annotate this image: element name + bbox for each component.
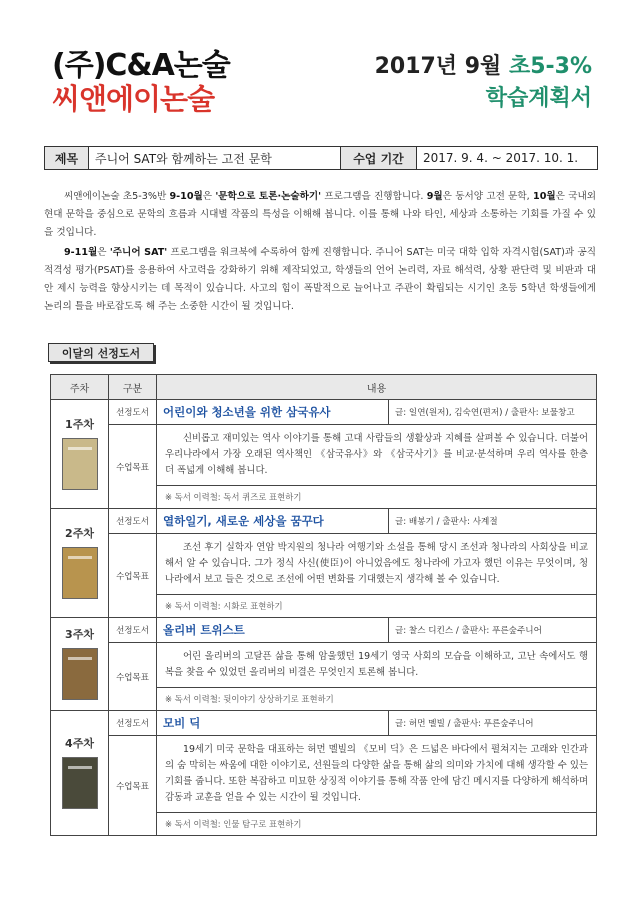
plan-title [375, 52, 592, 116]
table-row [51, 736, 597, 813]
period: 2017년 9월 [374, 54, 502, 79]
book-label: 선정도서 [109, 509, 157, 534]
table-row [51, 509, 597, 534]
week-label: 2주차 [65, 526, 94, 540]
book-author: 글: 찰스 디킨스 / 출판사: 푸른숲주니어 [389, 618, 597, 643]
table-row [51, 425, 597, 486]
book-cover-image [62, 547, 98, 599]
col-week: 주차 [51, 375, 109, 400]
topic-value: 주니어 SAT와 함께하는 고전 문학 [89, 147, 341, 169]
goal-label: 수업목표 [109, 736, 157, 836]
book-author: 글: 배봉기 / 출판사: 사계절 [389, 509, 597, 534]
grade: 초5-3% [508, 54, 592, 79]
week-label: 3주차 [65, 627, 94, 641]
intro-paragraph-1: 씨앤에이논술 초5-3%반 9-10월은 '문학으로 토론·논술하기' 프로그램을 진행합니다. 9월은 동서양 고전 문학, 10월은 국내외 현대 문학을 중심으로 문학의 흐름과 시대별 작품의 특성을 이해해 봅니다. 이를 통해 나와 타인, 세상과 소통하는 기회를 가질 수 있을 것입니다. [44, 191, 596, 238]
topic-label: 제목 [45, 147, 89, 169]
week-cell [51, 400, 109, 509]
goal-description: 신비롭고 재미있는 역사 이야기를 통해 고대 사람들의 생활상과 지혜를 살펴볼 수 있습니다. 더불어 우리나라에서 가장 오래된 역사책인 《삼국유사》와 《삼국사기》를 비교·분석하며 우리 역사를 한층 더 폭넓게 이해해 봅니다. [157, 425, 597, 486]
book-cover-image [62, 648, 98, 700]
reading-note: ※ 독서 이력철: 뒷이야기 상상하기로 표현하기 [157, 688, 597, 711]
logo-line-2: 씨앤에이논술 [52, 82, 215, 116]
table-row [51, 534, 597, 595]
goal-label: 수업목표 [109, 643, 157, 711]
intro-text [44, 188, 596, 318]
company-logo [52, 50, 230, 116]
week-cell [51, 618, 109, 711]
week-cell [51, 509, 109, 618]
week-cell [51, 711, 109, 836]
book-table [50, 374, 597, 836]
reading-note: ※ 독서 이력철: 시화로 표현하기 [157, 595, 597, 618]
book-cover-image [62, 438, 98, 490]
table-row [51, 400, 597, 425]
table-row [51, 643, 597, 688]
section-label: 이달의 선정도서 [48, 343, 154, 362]
info-bar [44, 146, 598, 170]
week-label: 1주차 [65, 417, 94, 431]
book-title: 열하일기, 새로운 세상을 꿈꾸다 [157, 509, 389, 534]
term-label: 수업 기간 [341, 147, 417, 169]
book-cover-image [62, 757, 98, 809]
term-value: 2017. 9. 4. ~ 2017. 10. 1. [423, 151, 579, 165]
book-author: 글: 허먼 멜빌 / 출판사: 푸른숲주니어 [389, 711, 597, 736]
book-label: 선정도서 [109, 618, 157, 643]
goal-description: 조선 후기 실학자 연암 박지원의 청나라 여행기와 소설을 통해 당시 조선과 청나라의 사회상을 비교해서 알 수 있습니다. 그가 정식 사신(使臣)이 아니었음에도 청나라에 가고자 했던 이유는 무엇이며, 청나라에서 보고 들은 것으로 조선에 어떤 변화를 기대했는지 생각해 볼 수 있습니다. [157, 534, 597, 595]
table-row [51, 618, 597, 643]
book-title: 올리버 트위스트 [157, 618, 389, 643]
goal-description: 19세기 미국 문학을 대표하는 허먼 멜빌의 《모비 딕》은 드넓은 바다에서 펼쳐지는 고래와 인간과의 숨 막히는 싸움에 대한 이야기로, 선원들의 다양한 삶을 통해 삶의 의미와 가치에 대해 생각할 수 있는 기회를 줍니다. 또한 복잡하고 미묘한 상징적 이야기를 통해 작품 안에 담긴 메시지를 다양하게 해석하며 감동과 교훈을 얻을 수 있는 시간이 될 것입니다. [157, 736, 597, 813]
reading-note: ※ 독서 이력철: 독서 퀴즈로 표현하기 [157, 486, 597, 509]
book-title: 모비 딕 [157, 711, 389, 736]
col-type: 구분 [109, 375, 157, 400]
book-title: 어린이와 청소년을 위한 삼국유사 [157, 400, 389, 425]
book-label: 선정도서 [109, 400, 157, 425]
document-title: 학습계획서 [485, 86, 592, 111]
period-line [375, 52, 592, 82]
col-content: 내용 [157, 375, 597, 400]
goal-description: 어린 올리버의 고달픈 삶을 통해 암울했던 19세기 영국 사회의 모습을 이해하고, 고난 속에서도 행복을 찾을 수 있었던 올리버의 비결은 무엇인지 토론해 봅니다. [157, 643, 597, 688]
week-label: 4주차 [65, 736, 94, 750]
goal-label: 수업목표 [109, 534, 157, 618]
goal-label: 수업목표 [109, 425, 157, 509]
reading-note: ※ 독서 이력철: 인물 탐구로 표현하기 [157, 813, 597, 836]
book-label: 선정도서 [109, 711, 157, 736]
intro-paragraph-2: 9-11월은 '주니어 SAT' 프로그램을 워크북에 수록하여 함께 진행합니다. 주니어 SAT는 미국 대학 입학 자격시험(SAT)과 공직 적격성 평가(PSAT)를 응용하여 사고력을 강화하기 위해 제작되었고, 학생들의 언어 논리력, 자료 해석력, 상황 판단력 및 비판과 대안 제시 능력을 향상시키는 데 목적이 있습니다. 사고의 힘이 폭발적으로 늘어나고 주관이 확립되는 시기인 초등 5학년 학생들에게 논리의 틀을 바로잡도록 해 주는 소중한 시간이 될 것입니다. [44, 247, 596, 312]
book-author: 글: 일연(원저), 김숙연(편저) / 출판사: 보물창고 [389, 400, 597, 425]
table-header [51, 375, 597, 400]
table-row [51, 711, 597, 736]
logo-line-1: (주)C&A논술 [52, 48, 230, 83]
